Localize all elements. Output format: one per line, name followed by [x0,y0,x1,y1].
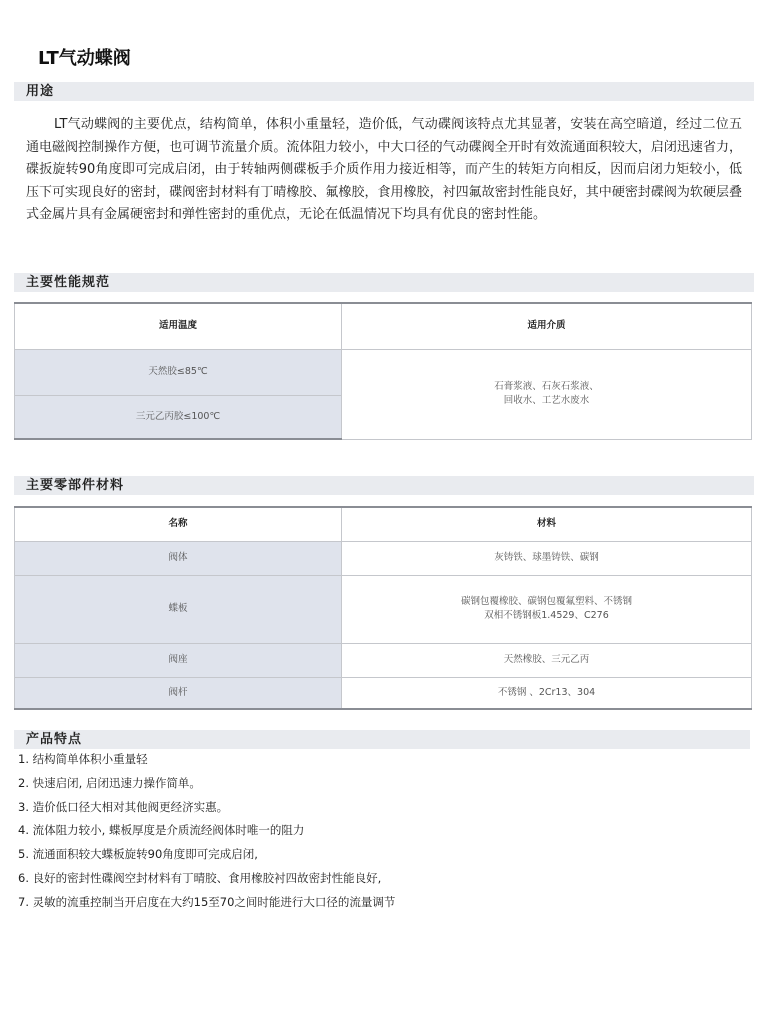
medium-cell [342,349,752,439]
material-cell: 不锈钢 、2Cr13、304 [342,677,752,709]
features-list [18,752,395,919]
list-item: 3. 造价低口径大相对其他阀更经济实惠。 [18,799,229,814]
section-heading-materials: 主要零部件材料 [14,476,754,495]
table-header-row [15,507,752,541]
temperature-cell: 三元乙丙胶≤100℃ [15,395,342,439]
list-item: 1. 结构简单体积小重量轻 [18,752,148,766]
header-medium: 适用介质 [342,303,752,349]
section-heading-usage: 用途 [14,82,754,101]
part-name-cell: 阀杆 [15,677,342,709]
material-cell: 灰铸铁、球墨铸铁、碳钢 [342,541,752,575]
material-line: 碳钢包覆橡胶、碳钢包覆氟塑料、不锈钢 [460,596,632,607]
performance-table [14,302,752,440]
list-item: 6. 良好的密封性碟阀空封材料有丁晴胶、食用橡胶衬四故密封性能良好, [18,870,382,885]
table-row [15,349,752,395]
table-row [15,677,752,709]
table-header-row [15,303,752,349]
usage-paragraph: LT气动蝶阀的主要优点，结构简单，体积小重量轻，造价低，气动碟阀该特点尤其显著，安装在高空暗道，经过二位五通电磁阀控制操作方便，也可调节流量介质。流体阻力较小，中大口径的气动碟阀全开时有效流通面积较大，启闭迅速省力，碟扳旋转90角度即可完成启闭，由于转轴两侧碟板手介质作用力接近相等，而产生的转矩方向相反，因而启闭力矩较小，低压下可实现良好的密封，碟阀密封材料有丁晴橡胶、氟橡胶，食用橡胶，衬四氟故密封性能良好，其中硬密封碟阀为软硬层叠式金属片具有金属硬密封和弹性密封的重优点，无论在低温情况下均具有优良的密封性能。 [26,117,742,223]
table-row [15,541,752,575]
material-cell [342,575,752,643]
section-heading-features: 产品特点 [14,730,750,749]
list-item: 7. 灵敏的流重控制当开启度在大约15至70之间时能进行大口径的流量调节 [18,894,396,909]
temperature-cell: 天然胶≤85℃ [15,349,342,395]
part-name-cell: 蝶板 [15,575,342,643]
section-heading-performance: 主要性能规范 [14,273,754,292]
part-name-cell: 阀体 [15,541,342,575]
table-row [15,575,752,643]
material-cell: 天然橡胶、三元乙丙 [342,643,752,677]
header-temperature: 适用温度 [15,303,342,349]
table-row [15,643,752,677]
header-material: 材料 [342,507,752,541]
medium-line: 石膏浆液、石灰石浆液、 [494,381,599,392]
list-item: 5. 流通面积较大蝶板旋转90角度即可完成启闭, [18,847,258,862]
list-item: 4. 流体阻力较小, 蝶板厚度是介质流经阀体时唯一的阻力 [18,823,305,838]
medium-line: 回收水、工艺水废水 [503,395,590,406]
list-item: 2. 快速启闭, 启闭迅速力操作简单。 [18,775,201,790]
page-title: LT气动蝶阀 [38,48,131,69]
materials-table [14,506,752,710]
part-name-cell: 阀座 [15,643,342,677]
material-line: 双相不锈钢板1.4529、C276 [484,610,609,621]
header-part-name: 名称 [15,507,342,541]
